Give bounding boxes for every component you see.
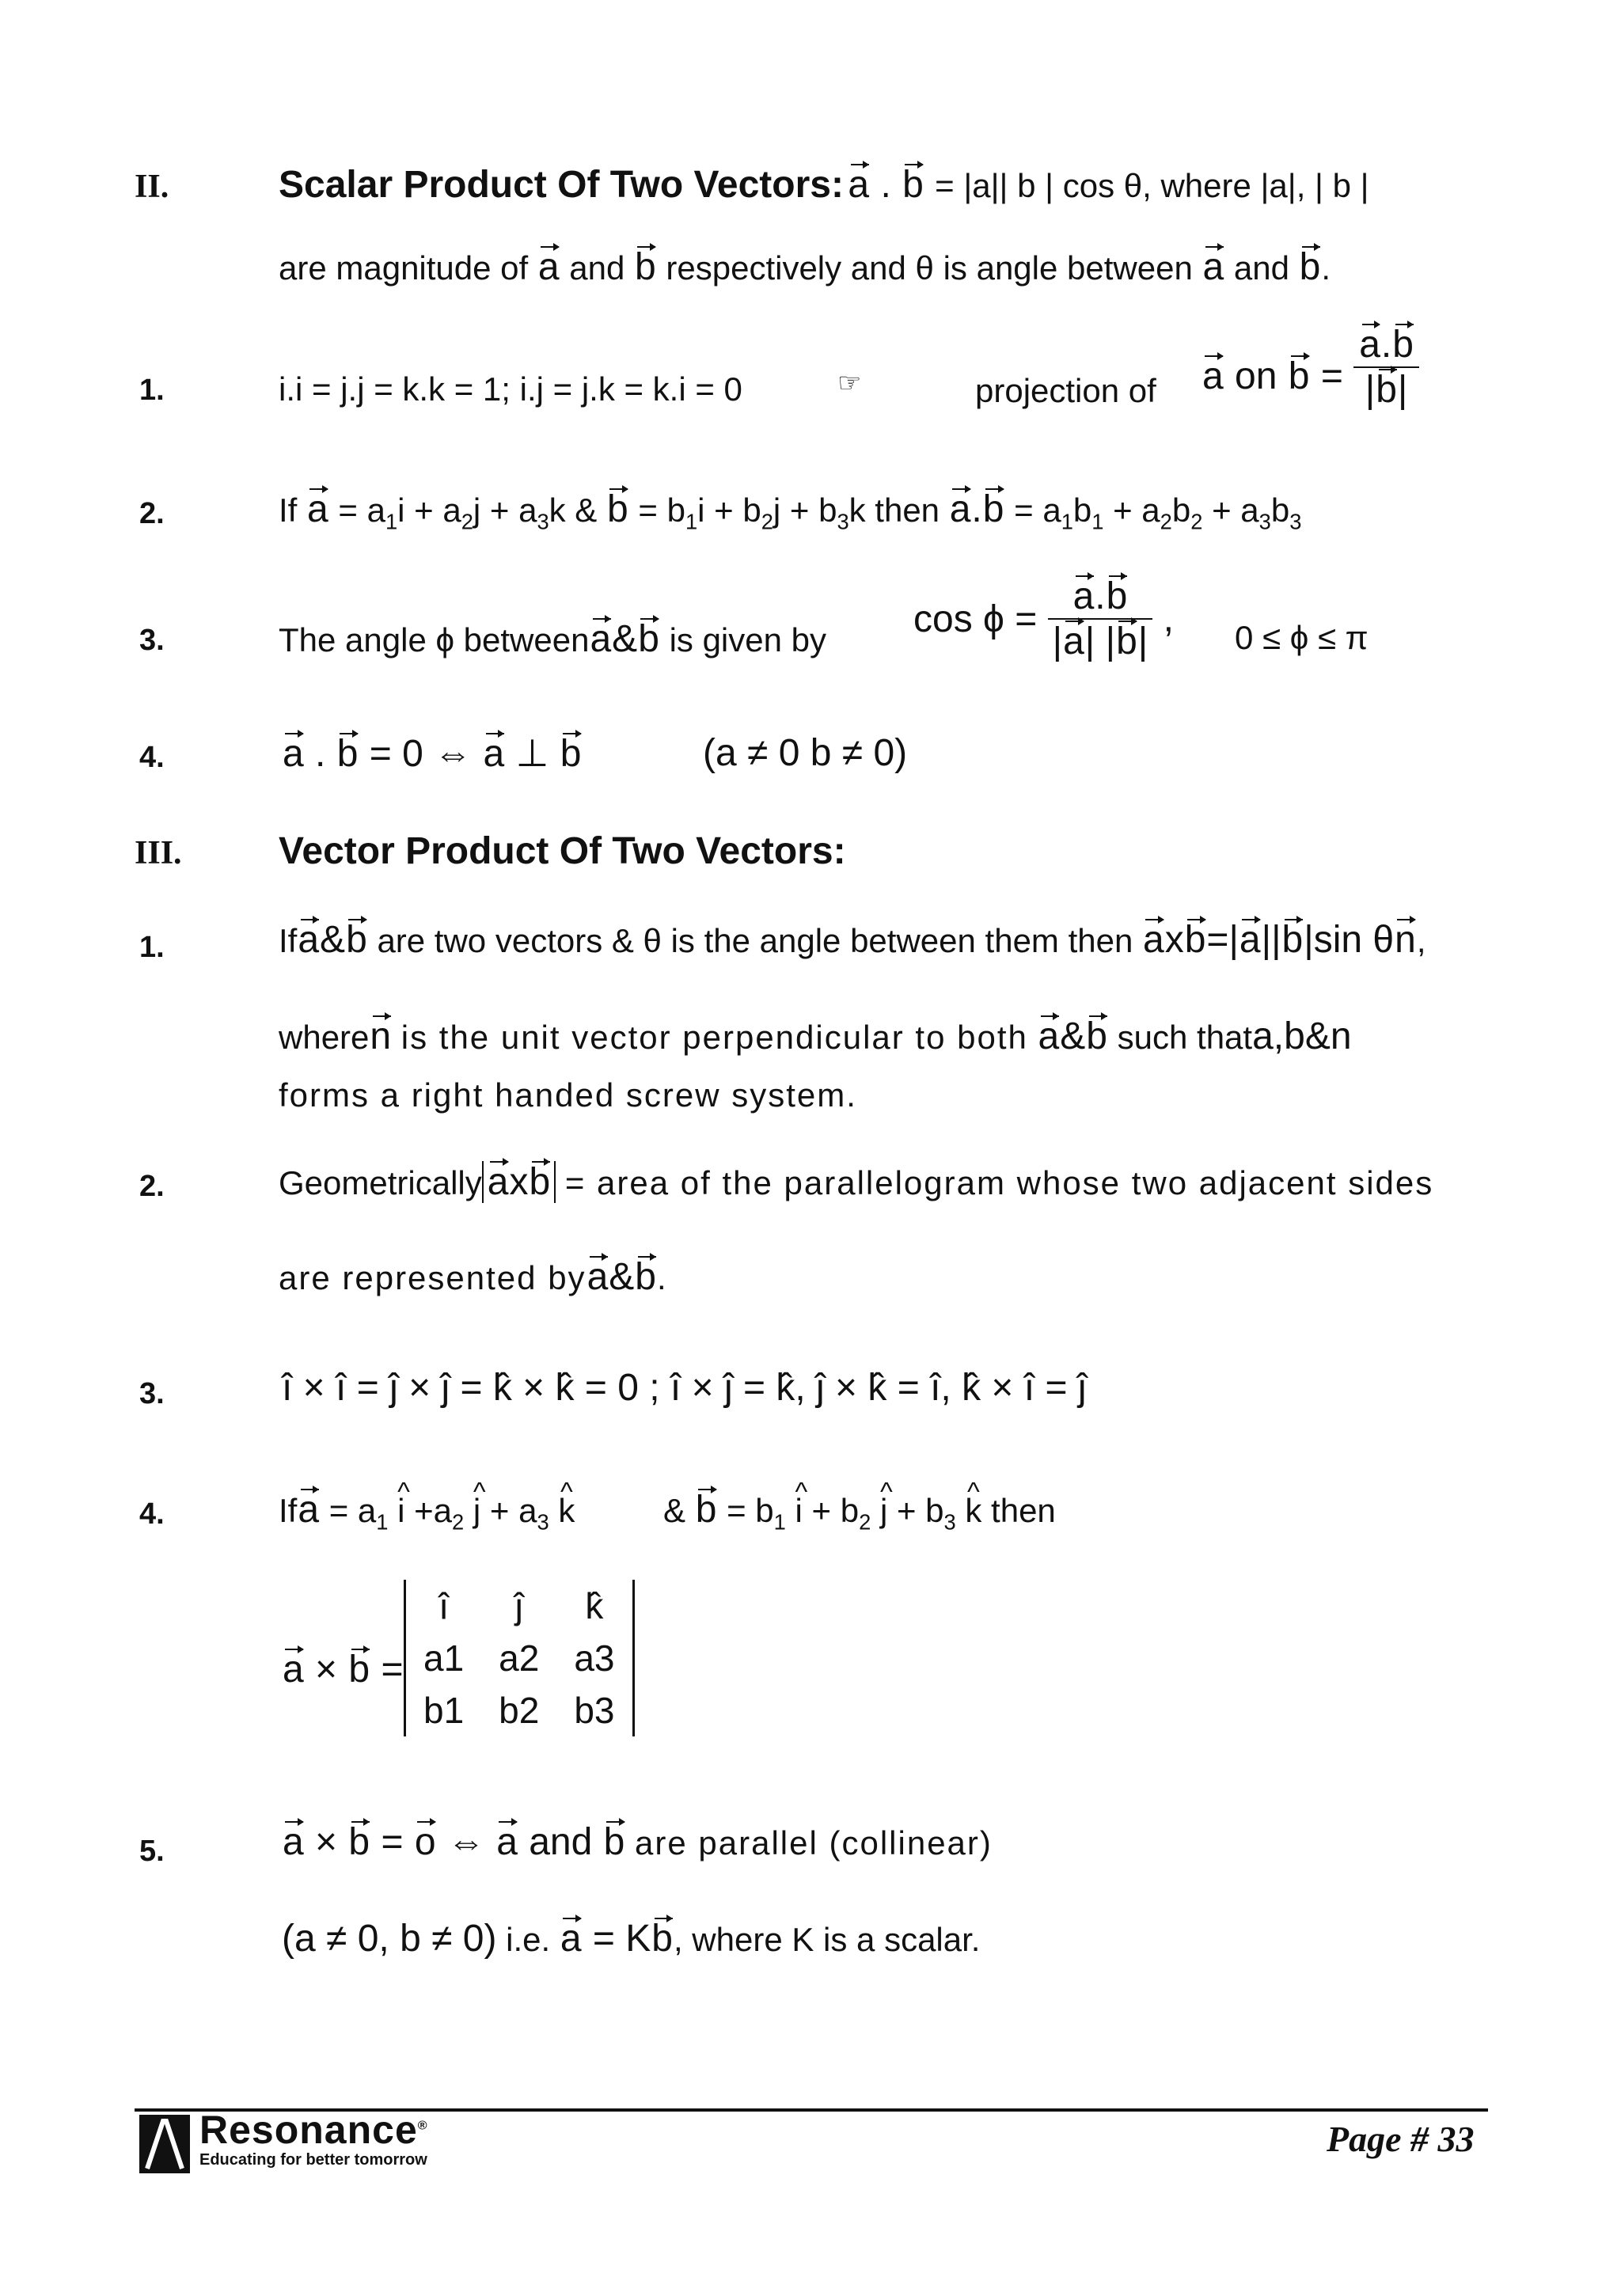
brand-tagline: Educating for better tomorrow xyxy=(199,2151,427,2169)
section-numeral-3: III. xyxy=(135,835,182,871)
phi-range: 0 ≤ ϕ ≤ π xyxy=(1235,619,1369,656)
page-number: Page # 33 xyxy=(1327,2119,1475,2159)
projection-label: projection of xyxy=(975,372,1156,409)
perpendicular-condition: a . b = 0 ⇔ a ⊥ b xyxy=(283,733,582,775)
resonance-logo-mark-icon xyxy=(139,2115,190,2173)
brand-name: Resonance® xyxy=(199,2108,428,2152)
projection-formula: a on b = $\frac{a.b}{|b|}$ xyxy=(1202,323,1419,412)
cos-phi-formula: cos ϕ = $\frac{a.b}{|a| |b|}$ , xyxy=(913,575,1174,662)
unit-vector-dot-products: i.i = j.j = k.k = 1; i.j = j.k = k.i = 0 xyxy=(279,370,742,408)
section-2-line-2: are magnitude of a and b respectively and θ is angle between a and b. xyxy=(279,246,1331,288)
angle-between-vectors: The angle ϕ betweena&b is given by xyxy=(279,618,826,660)
unit-normal-description: wheren is the unit vector perpendicular to both a&b such thata,b&n xyxy=(279,1015,1352,1057)
screw-system-text: forms a right handed screw system. xyxy=(279,1076,857,1114)
component-cross-product: Ifa = $a_1$ ^ $i +a_2$ ^ $j + a_3$ ^ k & $b = b_1$ ^ $i + b_2$ ^ $j + b_3$ ^ k then xyxy=(279,1488,1056,1535)
resonance-logo xyxy=(139,2115,190,2177)
determinant-row: î ĵ k̂ xyxy=(438,1585,604,1626)
section-numeral-2: II. xyxy=(135,169,169,205)
item-number: 2. xyxy=(139,1170,165,1203)
component-dot-product: If $a = a_1i + a_2j + a_3k$ & $b = b_1i + b_2j + b_3k$ then $a.b = a_1b_1 + a_2b_2 + a_3b_3$ xyxy=(279,488,1302,534)
item-number: 1. xyxy=(139,374,165,407)
represented-by-text: are represented bya&b. xyxy=(279,1256,666,1298)
dot-product-formula: a . b xyxy=(848,164,924,206)
section-2-heading-line xyxy=(279,163,1369,207)
determinant-row: a1 a2 a3 xyxy=(423,1638,615,1679)
pointing-hand-icon: ☞ xyxy=(837,368,862,398)
item-number: 4. xyxy=(139,741,165,774)
item-number: 1. xyxy=(139,931,165,964)
item-number: 3. xyxy=(139,624,165,657)
cross-product-lhs: a × b = xyxy=(283,1649,404,1691)
nonzero-condition: (a ≠ 0 b ≠ 0) xyxy=(703,732,908,774)
unit-cross-products: î × î = ĵ × ĵ = k̂ × k̂ = 0 ; î × ĵ = k̂, ĵ × k̂ = î, k̂ × î = ĵ xyxy=(282,1367,1087,1409)
cross-product-definition: Ifa&b are two vectors & θ is the angle between them then axb=|a||b|sin θn, xyxy=(279,919,1426,961)
section-heading: Scalar Product Of Two Vectors: xyxy=(279,164,844,206)
geometric-meaning: Geometrically axb = area of the parallelogram whose two adjacent sides xyxy=(279,1161,1434,1203)
determinant-row: b1 b2 b3 xyxy=(423,1690,615,1731)
item-number: 2. xyxy=(139,497,165,530)
item-number: 5. xyxy=(139,1835,165,1868)
cross-product-determinant xyxy=(404,1580,635,1736)
item-number: 3. xyxy=(139,1377,165,1410)
dot-product-definition: = |a|| b | cos θ, where |a|, | b | xyxy=(935,167,1369,204)
parallel-condition: a × b = o ⇔ a and b are parallel (collinear) xyxy=(283,1821,993,1863)
scalar-multiple-condition: (a ≠ 0, b ≠ 0) i.e. a = Kb, where K is a scalar. xyxy=(282,1918,981,1960)
section-heading: Vector Product Of Two Vectors: xyxy=(279,830,846,872)
item-number: 4. xyxy=(139,1497,165,1531)
